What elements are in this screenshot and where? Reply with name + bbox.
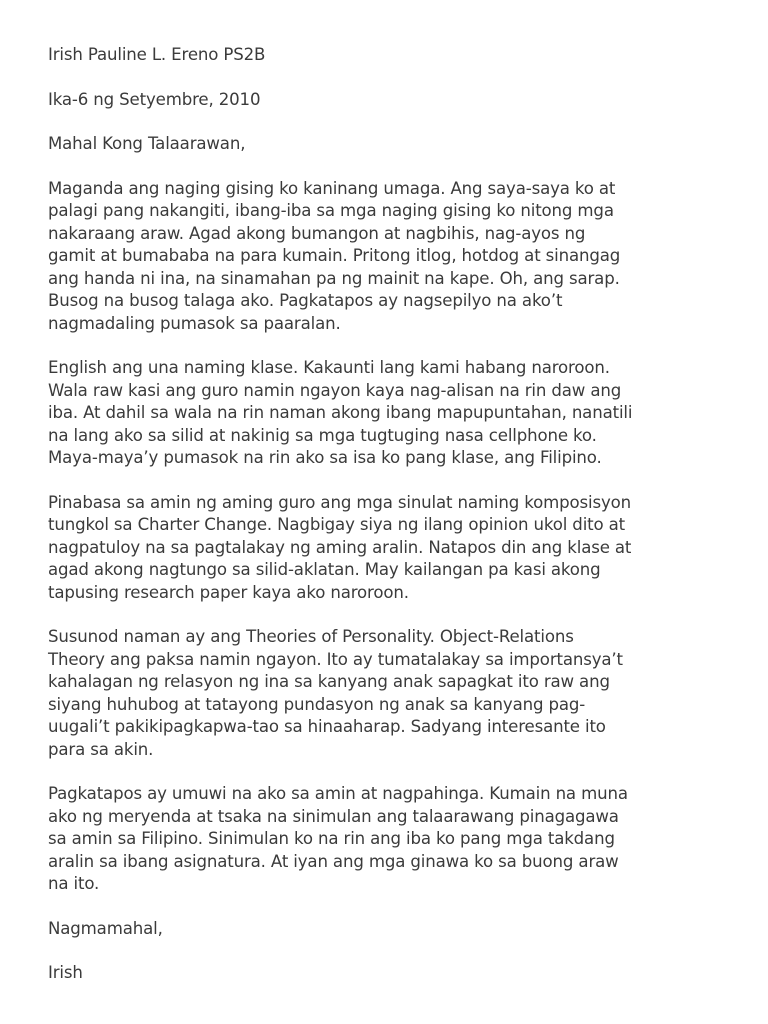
paragraph-line: kahalagan ng relasyon ng ina sa kanyang anak sapagkat ito raw ang [48,672,610,691]
paragraph-line: agad akong nagtungo sa silid-aklatan. May kailangan pa kasi akong [48,560,601,579]
paragraph-line: tapusing research paper kaya ako naroroon. [48,582,409,602]
spacer [48,335,748,357]
paragraph-line: na ito. [48,874,100,893]
spacer [48,470,748,492]
paragraph-line: Theory ang paksa namin ngayon. Ito ay tumatalakay sa importansya’t [48,649,623,669]
spacer [48,604,748,626]
paragraph-line: para sa akin. [48,739,154,759]
paragraph-line: tungkol sa Charter Change. Nagbigay siya ng ilang opinion ukol dito at [48,515,626,534]
paragraph-line: nagpatuloy na sa pagtalakay ng aming aralin. Natapos din ang klase at [48,537,632,557]
paragraph-line: palagi pang nakangiti, ibang-iba sa mga naging gising ko nitong mga [48,201,614,220]
diary-letter [48,44,748,985]
spacer [48,67,748,89]
closing: Nagmamahal, [48,918,163,938]
author-line: Irish Pauline L. Ereno PS2B [48,45,266,64]
paragraph-line: uugali’t pakikipagkapwa-tao sa hinaaharap. Sadyang interesante ito [48,717,606,736]
paragraph-line: Maganda ang naging gising ko kaninang umaga. Ang saya-saya ko at [48,178,616,198]
paragraph-going-home [48,783,748,896]
paragraph-line: iba. At dahil sa wala na rin naman akong ibang mapupuntahan, nanatili [48,403,633,422]
paragraph-line: Wala raw kasi ang guro namin ngayon kaya nag-alisan na rin daw ang [48,380,622,400]
signature: Irish [48,963,83,982]
paragraph-line: gamit at bumababa na para kumain. Pritong itlog, hotdog at sinangag [48,246,621,265]
paragraph-line: nakaraang araw. Agad akong bumangon at nagbihis, nag-ayos ng [48,223,586,243]
spacer [48,940,748,962]
paragraph-line: nagmadaling pumasok sa paaralan. [48,313,341,333]
paragraph-line: Pagkatapos ay umuwi na ako sa amin at nagpahinga. Kumain na muna [48,784,628,803]
paragraph-line: ako ng meryenda at tsaka na sinimulan ang talaarawang pinagagawa [48,806,619,826]
paragraph-line: siyang huhubog at tatayong pundasyon ng anak sa kanyang pag- [48,694,586,714]
paragraph-line: ang handa ni ina, na sinamahan pa ng mainit na kape. Oh, ang sarap. [48,268,620,288]
spacer [48,111,748,133]
paragraph-morning [48,178,748,336]
paragraph-personality-class [48,626,748,761]
salutation: Mahal Kong Talaarawan, [48,134,246,153]
spacer [48,156,748,178]
paragraph-english-class [48,357,748,470]
paragraph-line: Busog na busog talaga ako. Pagkatapos ay nagsepilyo na ako’t [48,291,563,310]
paragraph-line: sa amin sa Filipino. Sinimulan ko na rin ang iba ko pang mga takdang [48,829,615,848]
spacer [48,761,748,783]
date-line: Ika-6 ng Setyembre, 2010 [48,89,261,109]
spacer [48,896,748,918]
paragraph-line: Pinabasa sa amin ng aming guro ang mga sinulat naming komposisyon [48,492,632,512]
paragraph-line: Susunod naman ay ang Theories of Personality. Object-Relations [48,627,574,646]
paragraph-filipino-class [48,492,748,605]
paragraph-line: aralin sa ibang asignatura. At iyan ang mga ginawa ko sa buong araw [48,851,619,871]
paragraph-line: na lang ako sa silid at nakinig sa mga tugtuging nasa cellphone ko. [48,425,597,445]
paragraph-line: Maya-maya’y pumasok na rin ako sa isa ko pang klase, ang Filipino. [48,448,602,467]
paragraph-line: English ang una naming klase. Kakaunti lang kami habang naroroon. [48,358,610,377]
